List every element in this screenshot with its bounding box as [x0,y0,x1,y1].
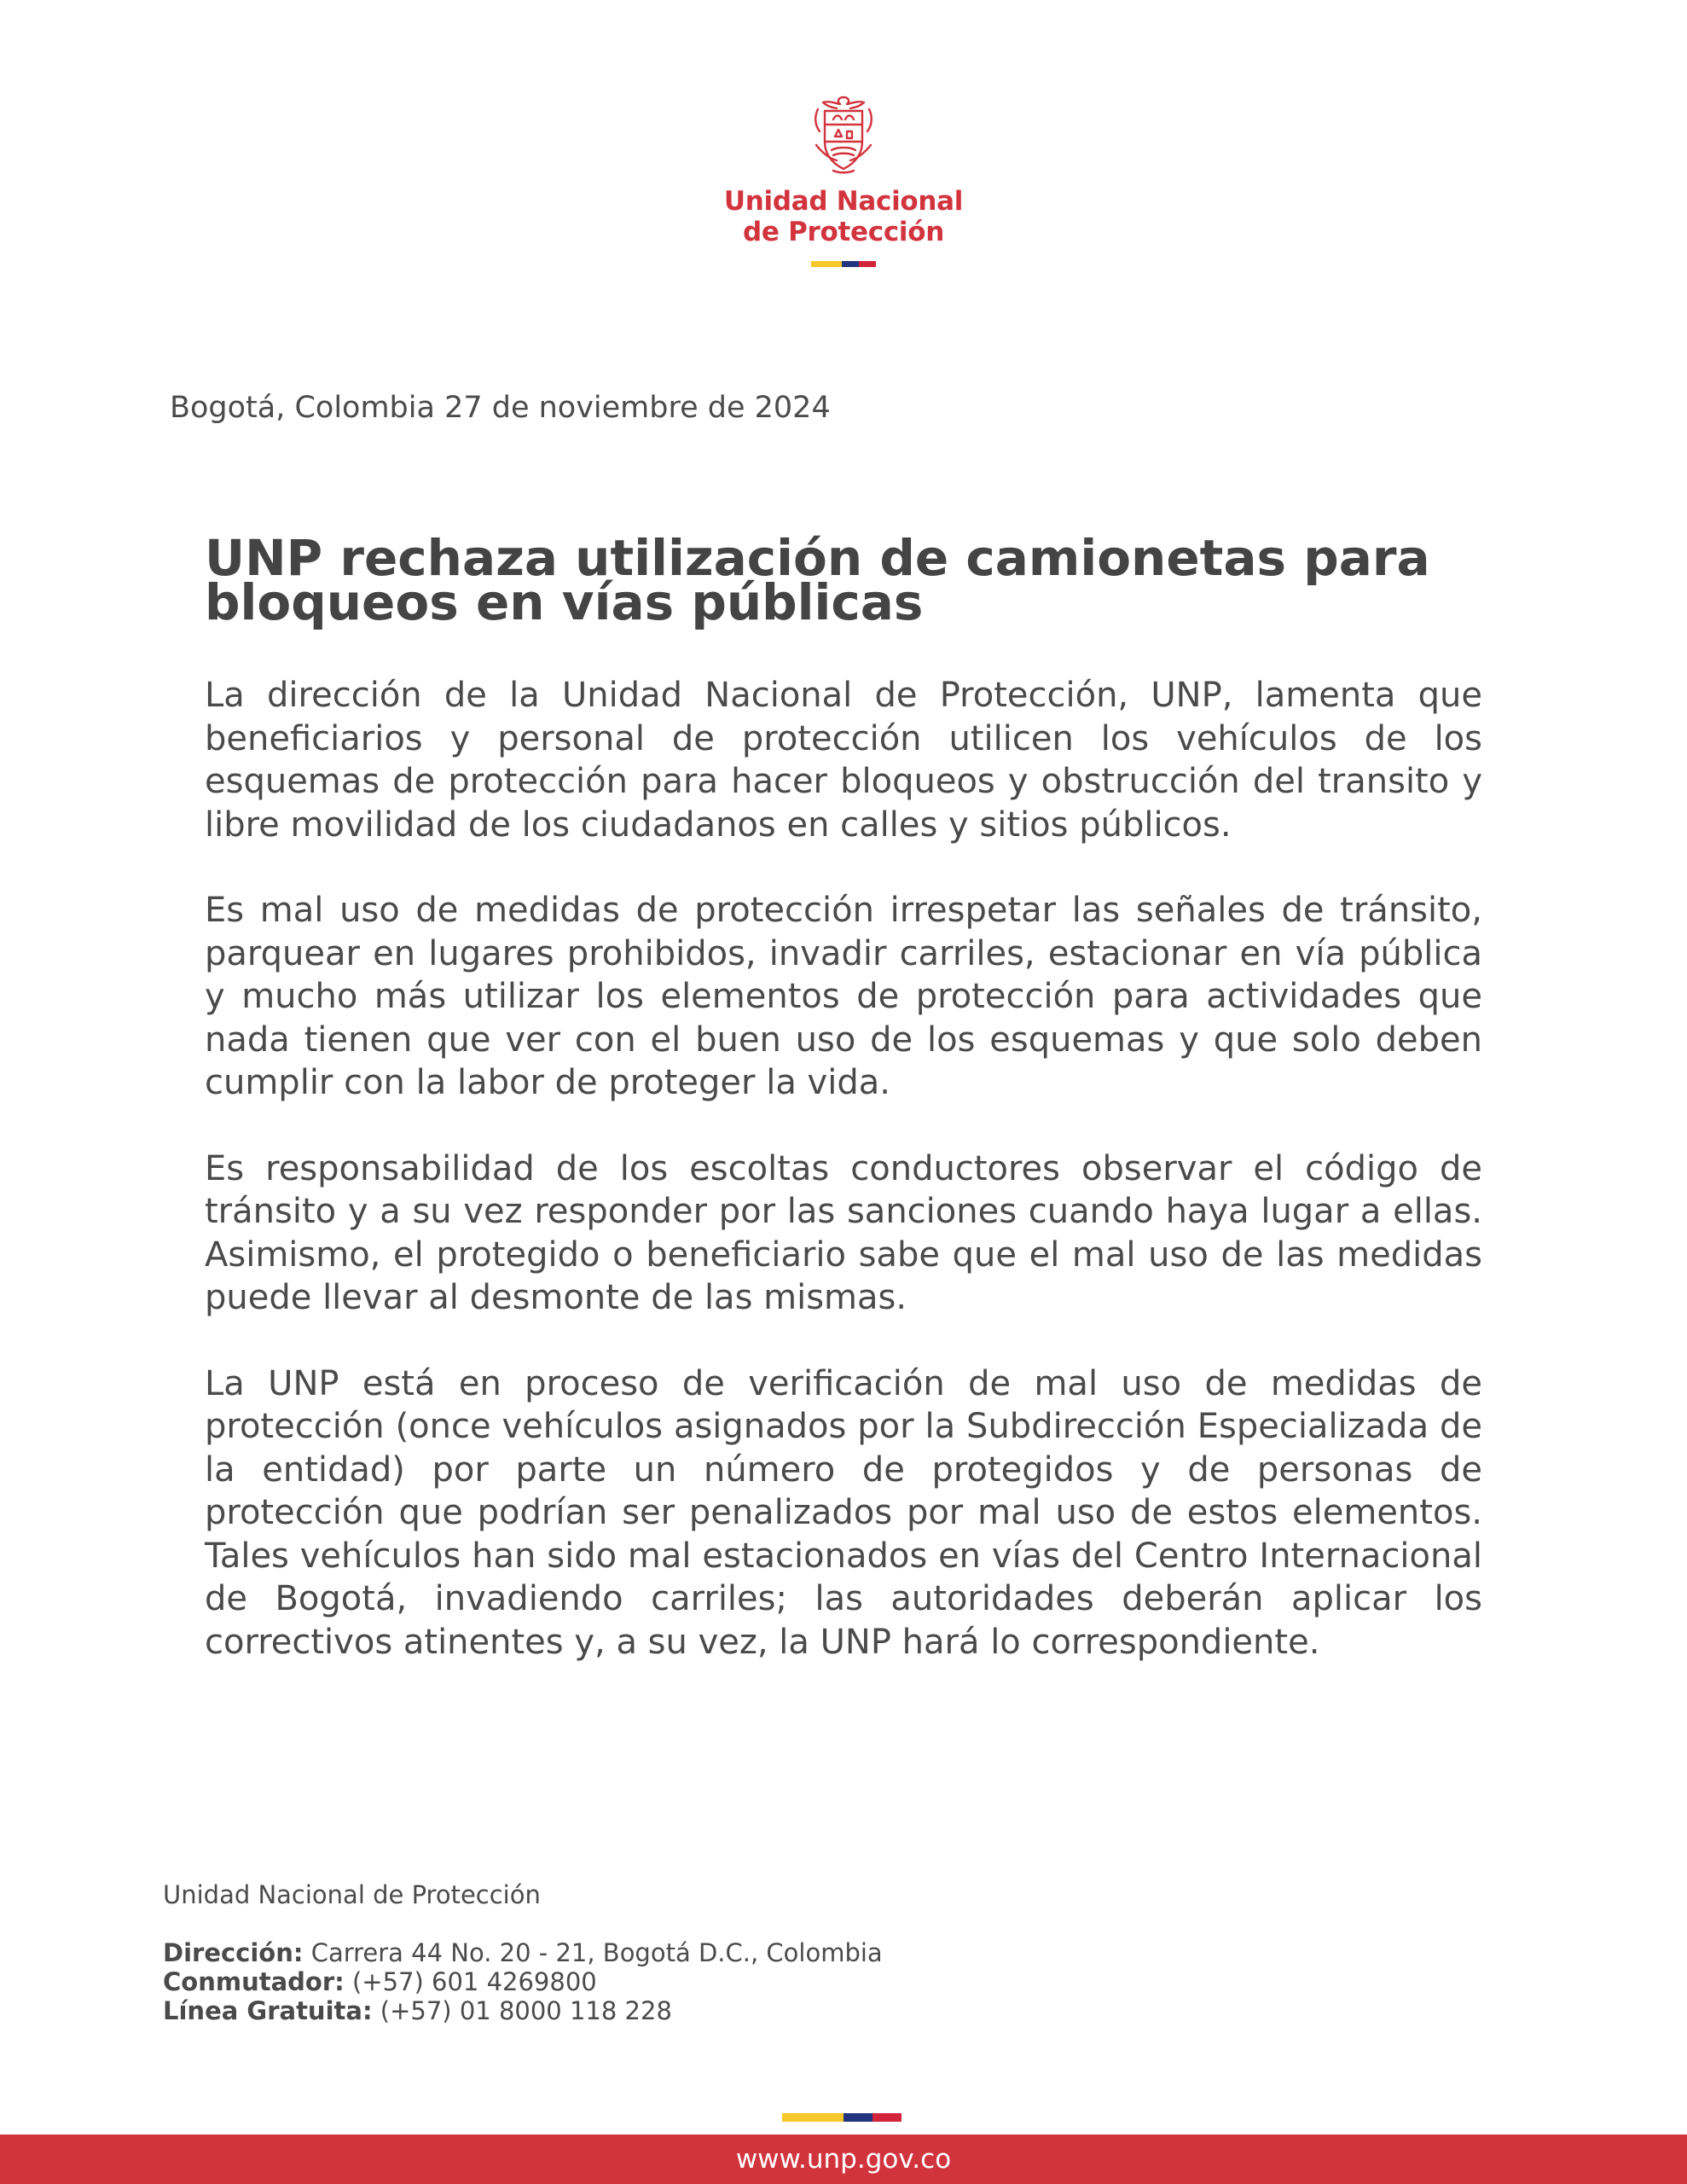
flag-stripe-footer [782,2113,901,2122]
flag-yellow-stripe [811,261,842,267]
contact-phone [163,1967,883,1996]
website-link[interactable]: www.unp.gov.co [735,2144,952,2175]
date-line: Bogotá, Colombia 27 de noviembre de 2024 [170,391,831,425]
flag-yellow-stripe [782,2113,844,2122]
org-name-line2: de Protección [742,217,944,247]
colombia-coat-of-arms-icon [808,94,879,176]
flag-red-stripe [872,2113,901,2122]
body-paragraph: Es responsabilidad de los escoltas conductores observar el código de tránsito y a su vez responder por las sanciones cuando haya lugar a ellas. Asimismo, el protegido o beneficiario sabe que el mal uso de las medidas puede llevar al desmonte de las mismas. [205,1148,1482,1317]
title-line-1: UNP rechaza utilización de camionetas para [205,529,1430,587]
phone-value: (+57) 601 4269800 [344,1967,597,1996]
letterhead [0,94,1687,267]
flag-blue-stripe [842,261,859,267]
org-logo-text [0,186,1687,247]
org-name-line1: Unidad Nacional [723,186,964,217]
flag-red-stripe [859,261,876,267]
title-line-2: bloqueos en vías públicas [205,573,924,631]
body-paragraph: La dirección de la Unidad Nacional de Protección, UNP, lamenta que beneficiarios y personal de protección utilicen los vehículos de los esquemas de protección para hacer bloqueos y obstrucción del transito y libre movilidad de los ciudadanos en calles y sitios públicos. [205,676,1482,845]
address-label: Dirección: [163,1938,304,1967]
body-paragraph: La UNP está en proceso de verificación de mal uso de medidas de protección (once vehículos asignados por la Subdirección Especializada de la entidad) por parte un número de protegidos y de personas de protección que podrían ser penalizados por mal uso de estos elementos. Tales vehículos han sido mal estacionados en vías del Centro Internacional de Bogotá, invadiendo carriles; las autoridades deberán aplicar los correctivos atinentes y, a su vez, la UNP hará lo correspondiente. [205,1363,1482,1662]
press-release-body [205,674,1482,1706]
flag-stripe-header [0,261,1687,267]
body-paragraph: Es mal uso de medidas de protección irrespetar las señales de tránsito, parquear en lugares prohibidos, invadir carriles, estacionar en vía pública y mucho más utilizar los elementos de protección para actividades que nada tienen que ver con el buen uso de los esquemas y que solo deben cumplir con la labor de proteger la vida. [205,891,1482,1102]
address-value: Carrera 44 No. 20 - 21, Bogotá D.C., Colombia [303,1938,883,1967]
flag-blue-stripe [844,2113,872,2122]
contact-org-name: Unidad Nacional de Protección [163,1880,541,1909]
contact-block [163,1880,883,2025]
footer-bar [0,2135,1687,2184]
tollfree-value: (+57) 01 8000 118 228 [372,1996,672,2025]
phone-label: Conmutador: [163,1967,345,1996]
contact-tollfree [163,1996,883,2025]
press-release-title [205,529,1484,631]
tollfree-label: Línea Gratuita: [163,1996,373,2025]
contact-address [163,1938,883,1967]
